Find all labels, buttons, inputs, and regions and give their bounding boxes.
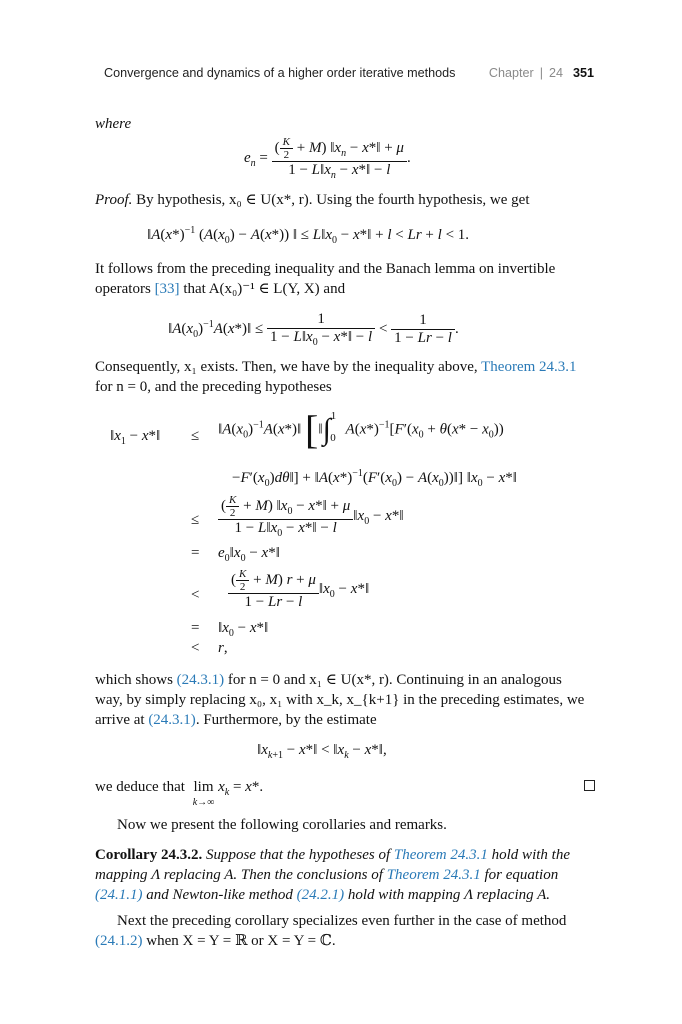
header-title: Convergence and dynamics of a higher order iterative methods xyxy=(104,66,456,80)
deriv-line-5: ( $\frac{K}{2}$ + M) r + μ 1 − Lr − l $‖x_0$ − x*‖ xyxy=(228,568,369,611)
equation-en: $e_n$ = ( $\frac{K}{2}$ + M) $‖x_n$ − x*‖ + μ $1 - L‖x_n$ − x*‖ − l . xyxy=(244,136,411,181)
paragraph-next xyxy=(95,911,595,951)
qed-box xyxy=(584,780,595,791)
deriv-line-7: r, xyxy=(218,640,228,656)
eq-ref-24-3-1-link[interactable]: (24.3.1) xyxy=(176,672,225,688)
operators-text: operators xyxy=(95,281,151,297)
corollary-text-2a: mapping Λ replacing A. Then the conclusions of xyxy=(95,867,383,883)
proof-intro: By hypothesis, x₀ ∈ U(x*, r). Using the fourth hypothesis, we get xyxy=(136,192,530,208)
deriv-line-2: $-F'(x_0)d\theta‖$] + $‖A(x*)^{-1}(F'(x_0)$ − $A(x_0))‖$] $‖x_0$ − x*‖ xyxy=(232,468,517,489)
consequently-text: Consequently, x₁ exists. Then, we have by the inequality above, xyxy=(95,359,478,375)
eq-ref-24-1-1-link[interactable]: (24.1.1) xyxy=(95,887,143,903)
now-present: Now we present the following corollaries and remarks. xyxy=(117,817,447,833)
deriv-lhs: $‖x_1$ − x*‖ xyxy=(110,428,161,447)
corollary-text-1a: Suppose that the hypotheses of xyxy=(205,847,391,863)
corollary xyxy=(95,845,595,905)
equation-hypothesis: $‖A(x*)^{-1}$ $(A(x_0) - A(x*))$ ‖ ≤ $L‖x_0$ − x*‖ + l < Lr + l < 1. xyxy=(147,225,470,246)
deriv-line-1: $‖A(x_0)^{-1}A(x*)‖$ [‖∫$^1_0$ $A(x*)^{-1}[F'(x_0 + \theta(x* - x_0))$ xyxy=(218,407,504,452)
where-word: where xyxy=(95,116,132,132)
deriv-rel-1: ≤ xyxy=(191,428,200,444)
which-shows-text: which shows xyxy=(95,672,173,688)
header-chapter-label: Chapter xyxy=(488,66,534,80)
page-number: 351 xyxy=(572,66,594,80)
corollary-theorem-link-2[interactable]: Theorem 24.3.1 xyxy=(386,867,481,883)
eq-ref-24-2-1-link[interactable]: (24.2.1) xyxy=(296,887,345,903)
proof-line xyxy=(95,190,530,210)
next-text: Next the preceding corollary specializes even further in the case of method xyxy=(117,913,567,929)
arrive-text-b: . Furthermore, by the estimate xyxy=(195,712,377,728)
deriv-rel-6: < xyxy=(191,640,200,656)
paragraph-which-shows xyxy=(95,670,595,730)
header-chapter-number: 24 xyxy=(548,66,563,80)
follows-text: It follows from the preceding inequality and the Banach lemma on invertible xyxy=(95,261,556,277)
deriv-line-6: $‖x_0$ − x*‖ xyxy=(218,620,269,639)
equation-banach: $‖A(x_0)^{-1}A(x*)‖$ ≤ $\frac{1}{1 - L‖x_0 - x*‖ - l}$ < $\frac{1}{1 - Lr - l}$ . xyxy=(168,311,459,348)
corollary-label: Corollary 24.3.2. xyxy=(95,847,203,863)
deriv-rel-4: < xyxy=(191,587,200,603)
deduce-line: we deduce that lim $^{k\to\infty}$ $x_k = x*$. xyxy=(95,779,264,808)
corollary-text-3b: hold with mapping Λ replacing A. xyxy=(347,887,551,903)
corollary-text-1b: hold with the xyxy=(491,847,570,863)
way-text: way, by simply replacing x₀, x₁ with x_k, x_{k+1} in the preceding estimates, we xyxy=(95,692,585,708)
deriv-rel-3: = xyxy=(191,545,200,561)
paragraph-consequently xyxy=(95,357,595,397)
operators-text-b: that A(x₀)⁻¹ ∈ L(Y, X) and xyxy=(183,281,346,297)
equation-estimate: $‖x_{k+1}$ − x*‖ < $‖x_k$ − x*‖, xyxy=(257,742,387,761)
eq-ref-24-1-2-link[interactable]: (24.1.2) xyxy=(95,933,143,949)
consequently-text-b: for n = 0, and the preceding hypotheses xyxy=(95,379,332,395)
paragraph-follows xyxy=(95,259,595,299)
deriv-line-4: $e_0‖x_0$ − x*‖ xyxy=(218,545,280,564)
reference-33-link[interactable]: [33] xyxy=(154,281,180,297)
header-right xyxy=(489,66,594,80)
header-separator: | xyxy=(539,66,543,80)
running-header xyxy=(104,64,594,84)
which-shows-text-b: for n = 0 and x₁ ∈ U(x*, r). Continuing in an analogous xyxy=(227,672,562,688)
last-text: when X = Y = ℝ or X = Y = ℂ. xyxy=(146,933,336,949)
deduce-text: we deduce that xyxy=(95,779,185,795)
corollary-text-3a: and Newton-like method xyxy=(146,887,293,903)
deriv-rel-5: = xyxy=(191,620,200,636)
theorem-ref-link[interactable]: Theorem 24.3.1 xyxy=(481,359,577,375)
deriv-rel-2: ≤ xyxy=(191,512,200,528)
proof-label: Proof. xyxy=(95,192,133,208)
corollary-text-2b: for equation xyxy=(484,867,559,883)
arrive-text: arrive at xyxy=(95,712,145,728)
deriv-line-3: ( $\frac{K}{2}$ + M) $‖x_0$ − x*‖ + μ $1 - L‖x_0$ − x*‖ − l $‖x_0$ − x*‖ xyxy=(218,494,404,539)
eq-ref-24-3-1-link-2[interactable]: (24.3.1) xyxy=(148,712,196,728)
corollary-theorem-link[interactable]: Theorem 24.3.1 xyxy=(393,847,488,863)
